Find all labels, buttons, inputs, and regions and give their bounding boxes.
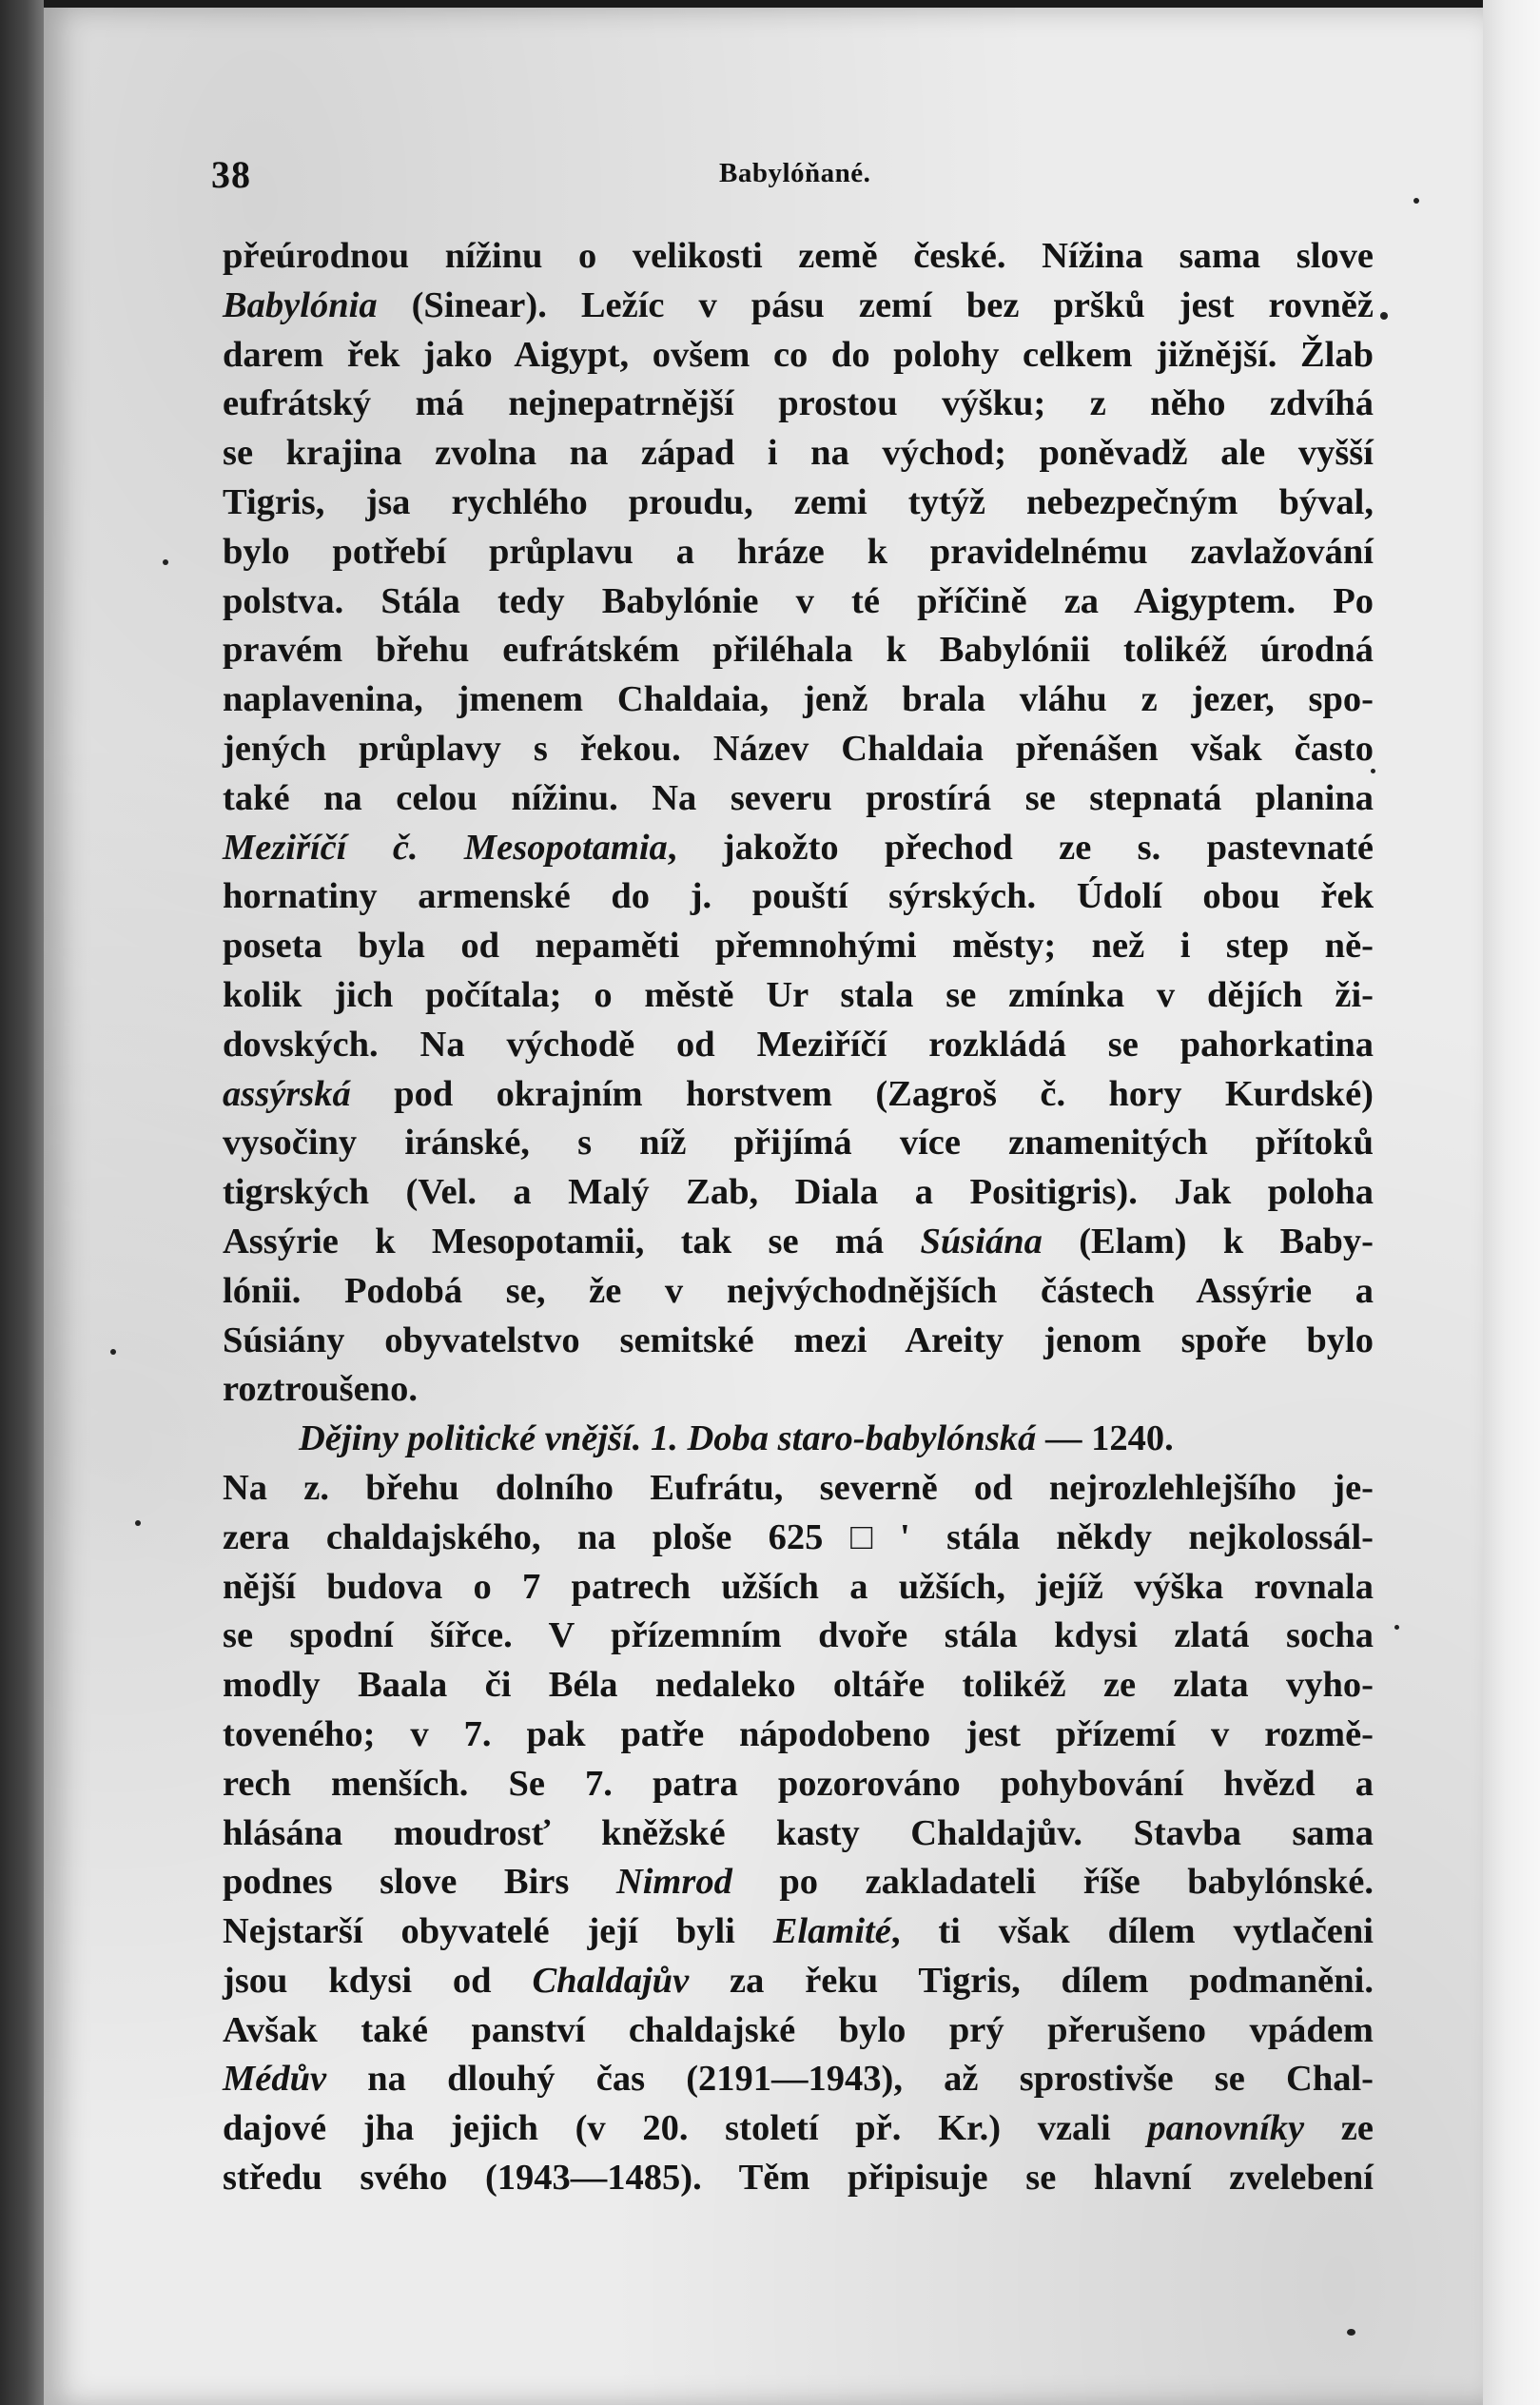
text-line (223, 626, 1374, 675)
text-segment: podnes slove Birs (223, 1862, 616, 1903)
text-segment: bylo potřebí průplavu a hráze k pravidelnému zavlažování (223, 531, 1374, 572)
text-segment: polstva. Stála tedy Babylónie v té příčině za Aigyptem. Po (223, 580, 1374, 621)
text-segment: přeúrodnou nížinu o velikosti země české. Nížina sama slove (223, 236, 1374, 276)
text-segment: za řeku Tigris, dílem podmaněni. (689, 1960, 1374, 2001)
text-line (223, 1218, 1374, 1267)
text-line (223, 1119, 1374, 1168)
text-line (223, 922, 1374, 971)
text-segment: jsou kdysi od (223, 1960, 533, 2001)
text-segment: Na z. břehu dolního Eufrátu, severně od nejrozlehlejšího je- (223, 1467, 1374, 1508)
italic-term: Meziříčí č. Mesopotamia (223, 827, 668, 868)
text-segment: tigrských (Vel. a Malý Zab, Diala a Positigris). Jak poloha (223, 1172, 1374, 1213)
body-text (223, 232, 1374, 2203)
text-line (223, 1957, 1374, 2006)
italic-term: Nimrod (615, 1862, 732, 1903)
text-line (223, 528, 1374, 577)
text-line (223, 1760, 1374, 1809)
ink-speck (1347, 2329, 1355, 2336)
italic-term: Súsiána (920, 1221, 1043, 1261)
text-line (223, 479, 1374, 528)
italic-term: Chaldajův (532, 1960, 690, 2001)
text-line (223, 577, 1374, 627)
italic-term: Médův (223, 2059, 327, 2100)
text-segment: jených průplavy s řekou. Název Chaldaia přenášen však často (223, 728, 1374, 769)
page-number: 38 (211, 153, 251, 196)
italic-term: panovníky (1147, 2108, 1305, 2149)
text-segment: Nejstarší obyvatelé její byli (223, 1911, 773, 1952)
text-segment: po zakladateli říše babylónské. (731, 1862, 1374, 1903)
text-segment: se krajina zvolna na západ i na východ; poněvadž ale vyšší (223, 433, 1374, 474)
ink-speck (1380, 312, 1388, 320)
text-line (223, 1070, 1374, 1120)
text-segment: naplavenina, jmenem Chaldaia, jenž brala vláhu z jezer, spo- (223, 679, 1374, 720)
ink-speck (1413, 198, 1419, 204)
text-segment: hornatiny armenské do j. pouští sýrských. Údolí obou řek (223, 876, 1374, 917)
text-line (223, 232, 1374, 282)
text-line (223, 429, 1374, 479)
text-line (223, 1858, 1374, 1907)
text-segment: , jakožto přechod ze s. pastevnaté (667, 827, 1374, 868)
text-segment: Assýrie k Mesopotamii, tak se má (223, 1221, 921, 1261)
text-line (223, 1809, 1374, 1859)
text-segment: darem řek jako Aigypt, ovšem co do polohy celkem jižnější. Žlab (223, 334, 1374, 375)
text-segment: dovských. Na východě od Meziříčí rozkládá se pahorkatina (223, 1024, 1374, 1065)
text-line (223, 1365, 1374, 1415)
text-segment: rech menších. Se 7. patra pozorováno pohybování hvězd a (223, 1763, 1374, 1804)
text-segment: Avšak také panství chaldajské bylo prý přerušeno vpádem (223, 2009, 1374, 2050)
text-line (223, 1563, 1374, 1613)
text-line (223, 971, 1374, 1021)
italic-term: Dějiny politické vnější. 1. Doba staro-babylónská (299, 1418, 1037, 1459)
text-segment: — 1240. (1036, 1418, 1174, 1459)
text-line (223, 2006, 1374, 2056)
text-segment: nější budova o 7 patrech užších a užších, jejíž výška rovnala (223, 1566, 1374, 1607)
text-segment: středu svého (1943—1485). Těm připisuje se hlavní zvelebení (223, 2158, 1374, 2199)
text-line (223, 1317, 1374, 1366)
text-line (223, 1711, 1374, 1760)
text-line (223, 824, 1374, 873)
text-segment: roztroušeno. (223, 1369, 418, 1410)
text-segment: dajové jha jejich (v 20. století př. Kr.) vzali (223, 2108, 1148, 2149)
text-line (223, 380, 1374, 429)
text-segment: Súsiány obyvatelstvo semitské mezi Areity jenom spoře bylo (223, 1320, 1374, 1360)
text-line (223, 282, 1374, 331)
text-line (223, 725, 1374, 774)
text-line (223, 2055, 1374, 2104)
text-segment: hlásána moudrosť kněžské kasty Chaldajův. Stavba sama (223, 1812, 1374, 1853)
text-segment: kolik jich počítala; o městě Ur stala se zmínka v dějích ži- (223, 974, 1374, 1015)
text-line (223, 872, 1374, 922)
text-segment: lónii. Podobá se, že v nejvýchodnějších částech Assýrie a (223, 1270, 1374, 1311)
ink-speck (135, 1520, 141, 1526)
text-line (223, 1612, 1374, 1661)
scan-dark-edge (0, 0, 44, 2405)
ink-speck (1394, 1625, 1399, 1630)
italic-term: Elamité (772, 1911, 891, 1952)
italic-term: assýrská (223, 1073, 351, 1114)
scan-light-edge (1483, 0, 1540, 2405)
text-segment: ze (1304, 2108, 1374, 2149)
text-line (223, 1464, 1374, 1514)
text-line (223, 1267, 1374, 1317)
text-line (223, 774, 1374, 824)
text-line (223, 2104, 1374, 2154)
text-segment: také na celou nížinu. Na severu prostírá se stepnatá planina (223, 777, 1374, 818)
text-segment: zera chaldajského, na ploše 625□' stála někdy nejkolossál- (223, 1516, 1374, 1557)
text-line (223, 1021, 1374, 1070)
text-segment: se spodní šířce. V přízemním dvoře stála kdysi zlatá socha (223, 1615, 1374, 1656)
text-line (223, 1168, 1374, 1218)
text-segment: pod okrajním horstvem (Zagroš č. hory Kurdské) (350, 1073, 1374, 1114)
book-page (44, 8, 1483, 2405)
text-segment: Tigris, jsa rychlého proudu, zemi tytýž nebezpečným býval, (223, 481, 1374, 522)
text-segment: pravém břehu eufrátském přiléhala k Babylónii tolikéž úrodná (223, 630, 1374, 671)
text-line (223, 1661, 1374, 1711)
ink-speck (163, 559, 168, 565)
text-segment: (Elam) k Baby- (1042, 1221, 1374, 1261)
text-segment: (Sinear). Ležíc v pásu zemí bez pršků jest rovněž (377, 284, 1374, 325)
text-line (223, 675, 1374, 725)
ink-speck (110, 1349, 116, 1355)
text-line (223, 2154, 1374, 2203)
text-segment: na dlouhý čas (2191—1943), až sprostivše se Chal- (326, 2059, 1374, 2100)
page-header (211, 143, 1372, 200)
italic-term: Babylónia (223, 284, 378, 325)
ink-speck (1371, 769, 1375, 773)
text-segment: poseta byla od nepaměti přemnohými městy; než i step ně- (223, 926, 1374, 967)
text-line (223, 331, 1374, 381)
text-line (223, 1514, 1374, 1563)
text-segment: , ti však dílem vytlačeni (890, 1911, 1374, 1952)
text-segment: vysočiny iránské, s níž přijímá více znamenitých přítoků (223, 1123, 1374, 1163)
text-segment: toveného; v 7. pak patře nápodobeno jest přízemí v rozmě- (223, 1713, 1374, 1754)
text-line (223, 1907, 1374, 1957)
text-segment: modly Baala či Béla nedaleko oltáře tolikéž ze zlata vyho- (223, 1665, 1374, 1706)
text-line (223, 1415, 1374, 1464)
text-segment: eufrátský má nejnepatrnější prostou výšku; z něho zdvíhá (223, 383, 1374, 424)
running-head: Babylóňané. (719, 158, 871, 188)
